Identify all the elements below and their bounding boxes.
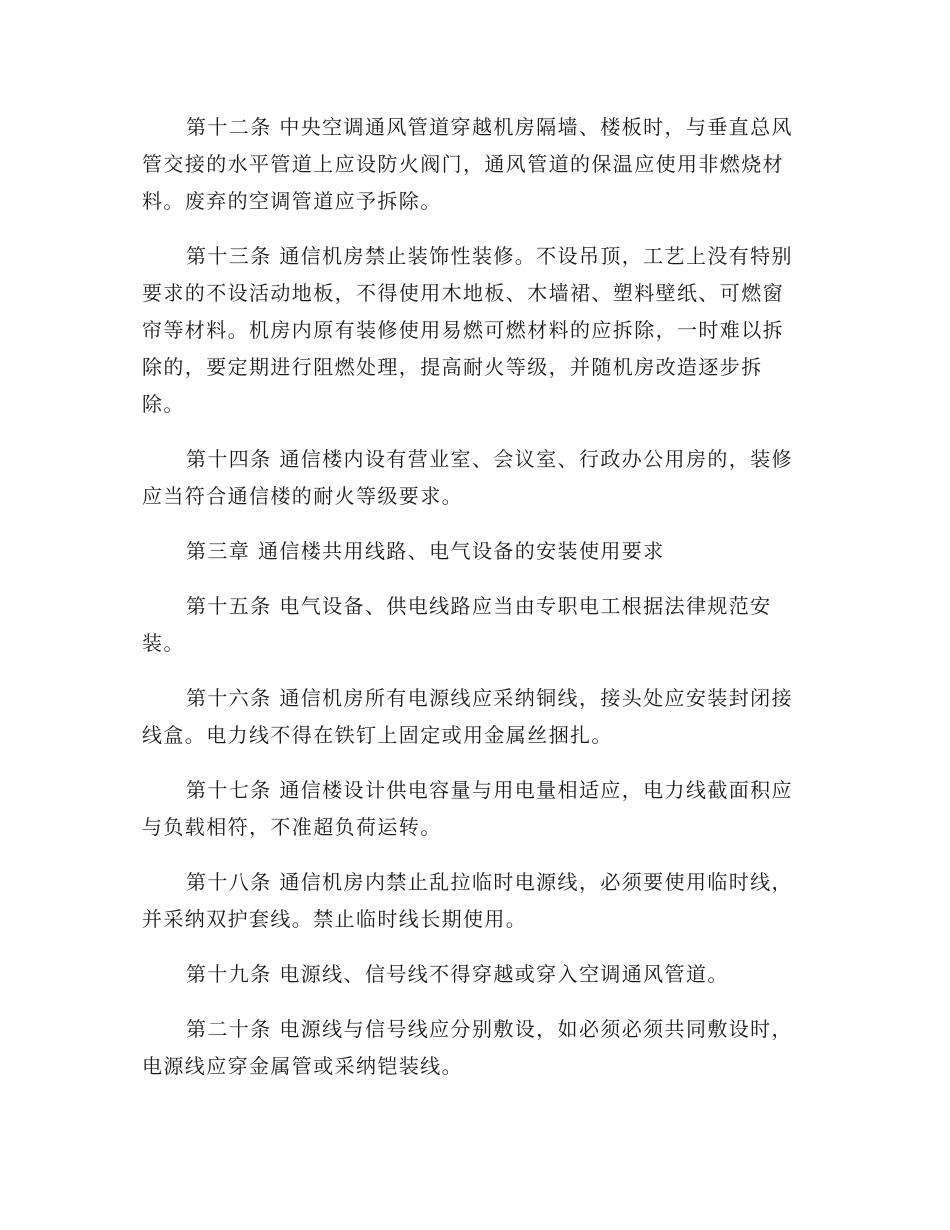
paragraph-line: 帘等材料。机房内原有装修使用易燃可燃材料的应拆除，一时难以拆 xyxy=(142,318,784,342)
paragraph-line: 第二十条 电源线与信号线应分别敷设，如必须必须共同敷设时， xyxy=(186,1017,793,1041)
paragraph-line: 第十五条 电气设备、供电线路应当由专职电工根据法律规范安 xyxy=(186,594,772,618)
paragraph-line: 第十七条 通信楼设计供电容量与用电量相适应，电力线截面积应 xyxy=(186,778,793,802)
article-paragraph xyxy=(142,956,810,993)
paragraph-line: 第十三条 通信机房禁止装饰性装修。不设吊顶，工艺上没有特别 xyxy=(186,244,793,268)
article-paragraph xyxy=(142,772,810,846)
article-paragraph xyxy=(142,864,810,938)
article-paragraph xyxy=(142,441,810,515)
paragraph-line: 第三章 通信楼共用线路、电气设备的安装使用要求 xyxy=(186,539,665,563)
article-paragraph xyxy=(142,109,810,220)
article-paragraph xyxy=(142,588,810,662)
paragraph-line: 应当符合通信楼的耐火等级要求。 xyxy=(142,484,463,508)
document-body xyxy=(142,109,810,1103)
paragraph-line: 电源线应穿金属管或采纳铠装线。 xyxy=(142,1054,463,1078)
paragraph-line: 装。 xyxy=(142,631,185,655)
article-paragraph xyxy=(142,680,810,754)
paragraph-line: 管交接的水平管道上应设防火阀门，通风管道的保温应使用非燃烧材 xyxy=(142,152,784,176)
paragraph-line: 第十六条 通信机房所有电源线应采纳铜线，接头处应安装封闭接 xyxy=(186,686,793,710)
paragraph-line: 并采纳双护套线。禁止临时线长期使用。 xyxy=(142,907,528,931)
paragraph-line: 料。废弃的空调管道应予拆除。 xyxy=(142,189,442,213)
paragraph-line: 第十九条 电源线、信号线不得穿越或穿入空调通风管道。 xyxy=(186,962,729,986)
article-paragraph xyxy=(142,238,810,423)
paragraph-line: 与负载相符，不准超负荷运转。 xyxy=(142,815,442,839)
paragraph-line: 第十八条 通信机房内禁止乱拉临时电源线，必须要使用临时线， xyxy=(186,870,793,894)
article-paragraph xyxy=(142,1011,810,1085)
article-paragraph xyxy=(142,533,810,570)
paragraph-line: 除的，要定期进行阻燃处理，提高耐火等级，并随机房改造逐步拆 xyxy=(142,355,763,379)
paragraph-line: 要求的不设活动地板，不得使用木地板、木墙裙、塑料壁纸、可燃窗 xyxy=(142,281,784,305)
paragraph-line: 第十二条 中央空调通风管道穿越机房隔墙、楼板时，与垂直总风 xyxy=(186,115,793,139)
paragraph-line: 线盒。电力线不得在铁钉上固定或用金属丝捆扎。 xyxy=(142,723,613,747)
paragraph-line: 除。 xyxy=(142,392,185,416)
paragraph-line: 第十四条 通信楼内设有营业室、会议室、行政办公用房的，装修 xyxy=(186,447,793,471)
